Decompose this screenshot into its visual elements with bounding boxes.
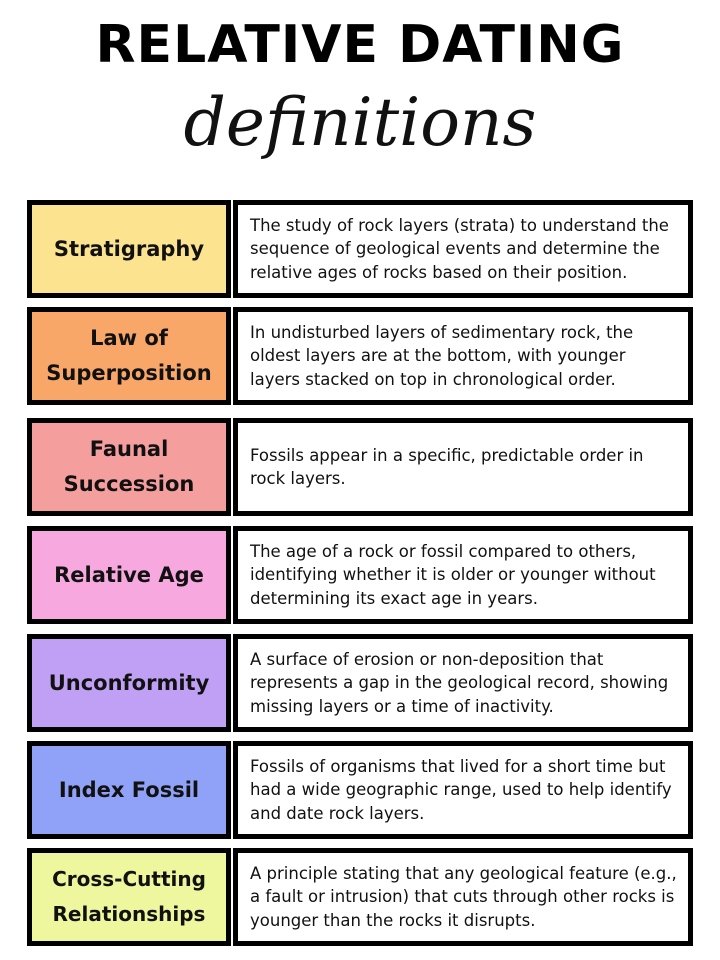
page-title: RELATIVE DATING (95, 15, 625, 75)
definition-text: A principle stating that any geological feature (e.g., a fault or intrusion) that cuts through other rocks is younger than the rocks it disrupts. (250, 863, 677, 930)
term-label: Stratigraphy (53, 236, 205, 261)
definition-text: Fossils of organisms that lived for a short time but had a wide geographic range, used to help identify and date rock layers. (250, 756, 672, 823)
term-box (27, 526, 231, 624)
term-row-index-fossil (27, 741, 693, 837)
definition-box (233, 418, 693, 516)
term-box (27, 741, 231, 839)
term-label: Index Fossil (58, 777, 200, 802)
page-subtitle: definitions (183, 84, 537, 161)
term-row-law-of-superposition (27, 307, 693, 403)
term-box (27, 200, 231, 298)
term-row-relative-age (27, 526, 693, 622)
definition-box (233, 634, 693, 732)
term-label: Law of Superposition (46, 326, 212, 385)
definition-text: The study of rock layers (strata) to understand the sequence of geological events and determine the relative ages of rocks based on their position. (250, 215, 669, 282)
term-row-cross-cutting-relationships (27, 848, 693, 944)
term-box (27, 307, 231, 405)
definition-box (233, 848, 693, 946)
term-box (27, 848, 231, 946)
definition-text: In undisturbed layers of sedimentary rock, the oldest layers are at the bottom, with younger layers stacked on top in chronological order. (250, 322, 634, 389)
term-box (27, 634, 231, 732)
definition-text: The age of a rock or fossil compared to others, identifying whether it is older or younger without determining its exact age in years. (250, 541, 656, 608)
term-label: Unconformity (48, 670, 210, 695)
term-row-unconformity (27, 634, 693, 730)
term-label: Relative Age (54, 562, 204, 587)
term-row-faunal-succession (27, 418, 693, 514)
definition-box (233, 307, 693, 405)
term-label: Cross-Cutting Relationships (52, 867, 206, 926)
definition-box (233, 741, 693, 839)
definition-text: Fossils appear in a specific, predictable order in rock layers. (250, 445, 644, 488)
term-label: Faunal Succession (63, 437, 195, 496)
definition-text: A surface of erosion or non-deposition that represents a gap in the geological record, showing missing layers or a time of inactivity. (250, 649, 669, 716)
definition-box (233, 200, 693, 298)
term-row-stratigraphy (27, 200, 693, 296)
term-box (27, 418, 231, 516)
definition-box (233, 526, 693, 624)
